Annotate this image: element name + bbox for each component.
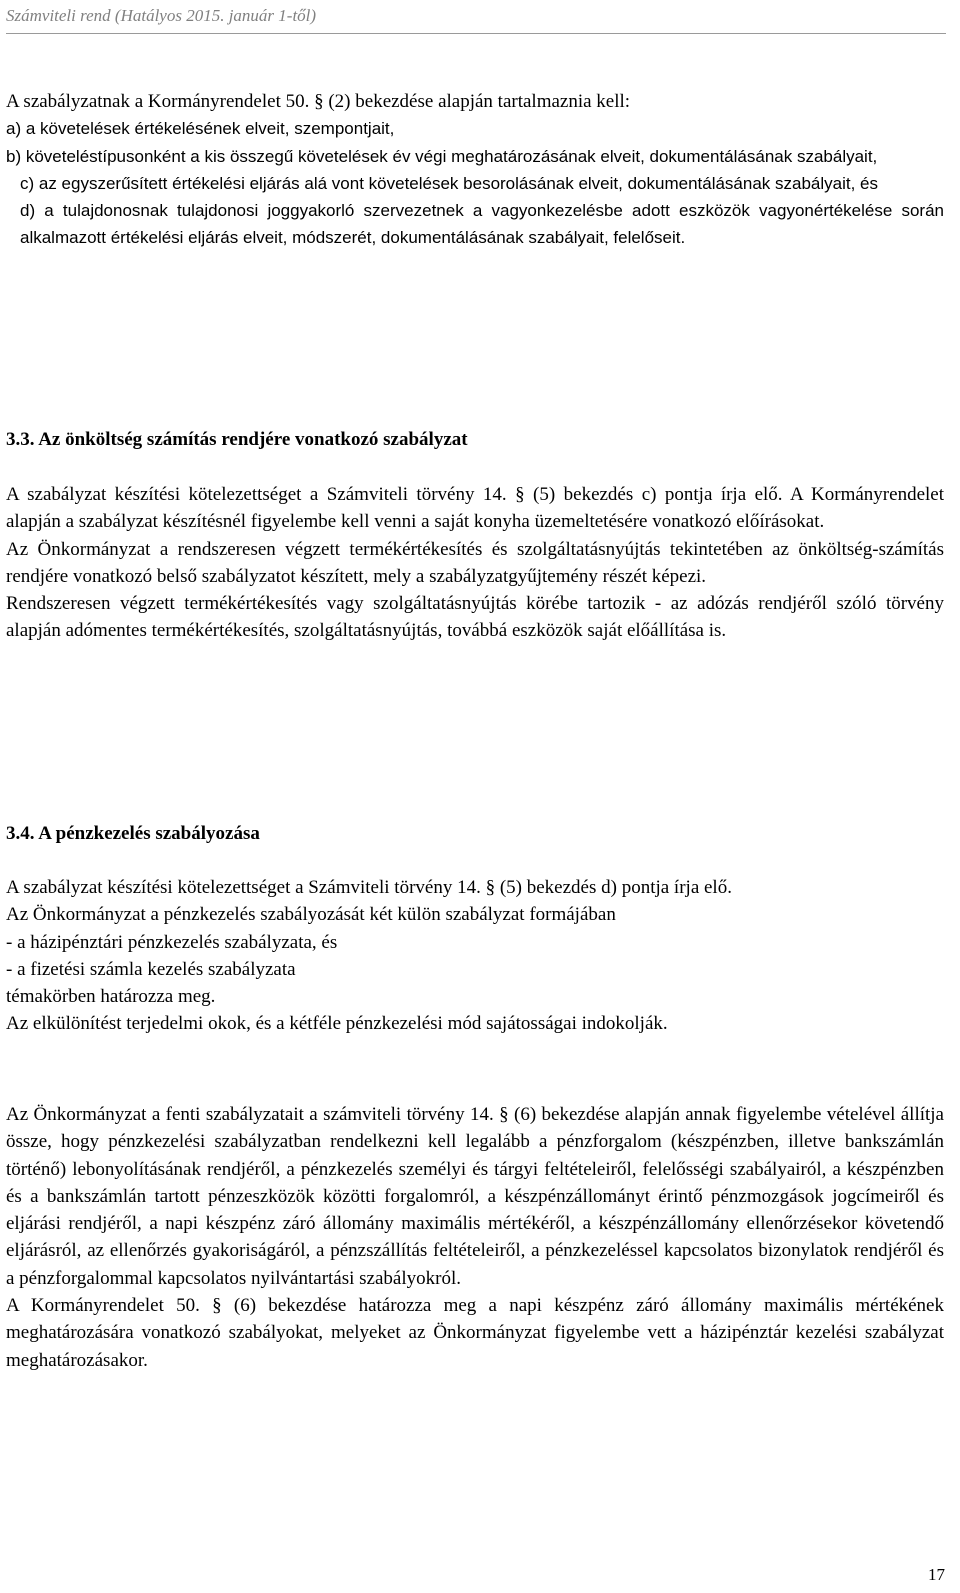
section-3-3 xyxy=(6,426,944,453)
section-3-3-heading: 3.3. Az önköltség számítás rendjére vonatkozó szabályzat xyxy=(6,429,468,450)
list-item-c: c) az egyszerűsített értékelési eljárás alá vont követelések besorolásának elveit, dokumentálásának szabályait, és xyxy=(20,173,879,193)
intro-lead: A szabályzatnak a Kormányrendelet 50. § (2) bekezdése alapján tartalmaznia kell: xyxy=(6,91,631,112)
intro-section xyxy=(6,88,944,252)
section-3-4 xyxy=(6,820,944,847)
section-3-3-paragraph-3: Rendszeresen végzett termékértékesítés vagy szolgáltatásnyújtás körébe tartozik - az adózás rendjéről szóló törvény alapján adómentes termékértékesítés, szolgáltatásnyújtás, továbbá eszközök saját előállítása is. xyxy=(6,593,944,642)
section-3-4-paragraph-3: témakörben határozza meg. xyxy=(6,986,216,1008)
section-3-4-paragraph-6: A Kormányrendelet 50. § (6) bekezdése határozza meg a napi készpénz záró állomány maximális mértékének meghatározására vonatkozó szabályokat, melyeket az Önkormányzat figyelembe vett a házipénztár kezelési szabályzat meghatározásakor. xyxy=(6,1295,944,1371)
section-3-3-body xyxy=(6,481,944,645)
page-header-title: Számviteli rend (Hatályos 2015. január 1-től) xyxy=(6,6,317,25)
section-3-4-list-item-1: - a házipénztári pénzkezelés szabályzata, és xyxy=(6,931,338,953)
section-3-4-body-continued xyxy=(6,1101,944,1374)
section-3-4-body xyxy=(6,874,944,1038)
section-3-4-paragraph-5: Az Önkormányzat a fenti szabályzatait a számviteli törvény 14. § (6) bekezdése alapján annak figyelembe vételével állítja össze, hogy pénzkezelési szabályzatban rendelkezni kell legalább a pénzforgalom (készpénzben, illetve bankszámlán történő) lebonyolításának rendjéről, a pénzkezelés személyi és tárgyi feltételeiről, felelősségi szabályairól, a készpénzben és a bankszámlán tartott pénzeszközök közötti forgalomról, a készpénzállományt érintő pénzmozgások jogcímeiről és eljárási rendjéről, a napi készpénz záró állomány maximális mértékéről, a készpénzállomány ellenőrzésekor követendő eljárásról, az ellenőrzés gyakoriságáról, a pénzszállítás feltételeiről, a pénzkezeléssel kapcsolatos bizonylatok rendjéről és a pénzforgalommal kapcsolatos nyilvántartási szabályokról. xyxy=(6,1104,944,1289)
section-3-4-list-item-2: - a fizetési számla kezelés szabályzata xyxy=(6,958,296,980)
section-3-3-paragraph-1: A szabályzat készítési kötelezettséget a Számviteli törvény 14. § (5) bekezdés c) pontja írja elő. A Kormányrendelet alapján a szabályzat készítésnél figyelembe kell venni a saját konyha üzemeltetésére vonatkozó előírásokat. xyxy=(6,484,944,533)
list-item-a: a) a követelések értékelésének elveit, szempontjait, xyxy=(6,119,395,139)
section-3-3-paragraph-2: Az Önkormányzat a rendszeresen végzett termékértékesítés és szolgáltatásnyújtás tekintetében az önköltség-számítás rendjére vonatkozó belső szabályzatot készített, mely a szabályzatgyűjtemény részét képezi. xyxy=(6,538,944,587)
section-3-4-paragraph-1: A szabályzat készítési kötelezettséget a Számviteli törvény 14. § (5) bekezdés d) pontja írja elő. xyxy=(6,877,732,898)
section-3-4-paragraph-2: Az Önkormányzat a pénzkezelés szabályozását két külön szabályzat formájában xyxy=(6,904,616,926)
list-item-d: d) a tulajdonosnak tulajdonosi joggyakorló szervezetnek a vagyonkezelésbe adott eszközök vagyonértékelése során alkalmazott értékelési eljárás elveit, módszerét, dokumentálásának szabályait, felelőseit. xyxy=(20,201,944,248)
list-item-b: b) követeléstípusonként a kis összegű követelések év végi meghatározásának elveit, dokumentálásának szabályait, xyxy=(6,146,878,166)
section-3-4-paragraph-4: Az elkülönítést terjedelmi okok, és a kétféle pénzkezelési mód sajátosságai indokolják. xyxy=(6,1013,668,1035)
header-divider xyxy=(6,33,946,34)
section-3-4-heading: 3.4. A pénzkezelés szabályozása xyxy=(6,823,260,844)
page-number: 17 xyxy=(928,1565,945,1584)
